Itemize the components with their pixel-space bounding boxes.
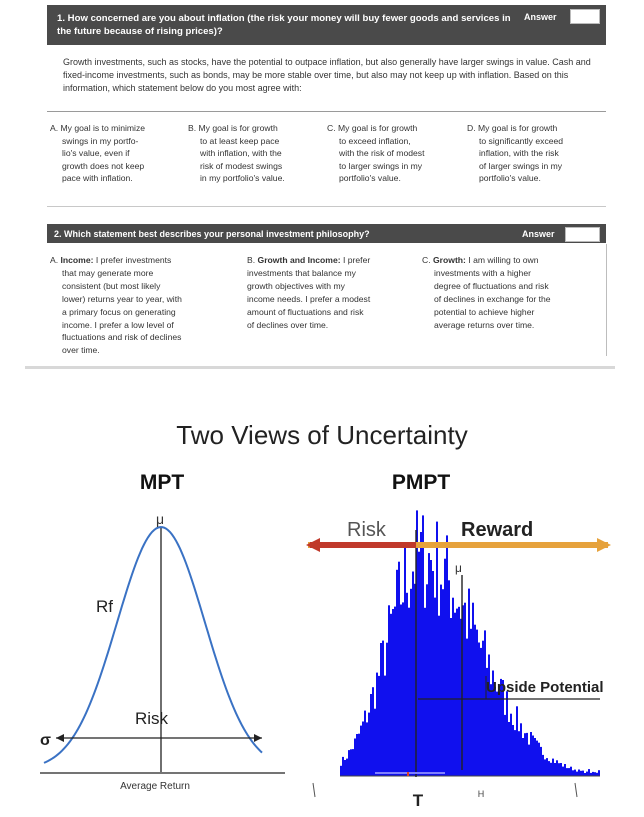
question-1-answer-box[interactable] (570, 9, 600, 24)
histogram-bar (514, 730, 516, 776)
option-letter: A. (50, 123, 59, 133)
histogram-bar (478, 643, 480, 777)
question-2-answer-label: Answer (522, 229, 555, 239)
option-text-first: My goal is to minimize (60, 123, 146, 133)
histogram-bar (380, 643, 382, 776)
histogram-bar (408, 608, 410, 776)
histogram-bar (366, 722, 368, 776)
histogram-bar (496, 692, 498, 776)
question-2-option-a[interactable] (50, 254, 230, 357)
option-heading: Income: (60, 255, 94, 265)
option-text: of larger swings in my (479, 160, 563, 171)
option-heading: Growth: (432, 255, 466, 265)
histogram-bar (388, 605, 390, 776)
option-letter: B. (188, 123, 197, 133)
histogram-bar (456, 609, 458, 776)
histogram-bar (372, 687, 374, 776)
histogram-bar (424, 608, 426, 776)
histogram-bar (506, 691, 508, 776)
histogram-bar (464, 603, 466, 776)
histogram-bar (344, 760, 346, 776)
option-text: to exceed inflation, (339, 135, 411, 146)
option-heading: Growth and Income: (257, 255, 341, 265)
histogram-bar (468, 589, 470, 776)
histogram-bar (434, 598, 436, 776)
histogram-bar (508, 722, 510, 776)
question-2-option-c[interactable] (422, 254, 602, 331)
histogram-bar (494, 687, 496, 776)
pmpt-panel (306, 510, 611, 810)
arrow-left-icon (306, 538, 320, 552)
option-text: amount of fluctuations and risk (247, 306, 364, 317)
histogram-bar (576, 772, 578, 776)
histogram-bar (386, 643, 388, 776)
histogram-bar (538, 743, 540, 776)
histogram-bar (598, 770, 600, 776)
histogram-bar (578, 770, 580, 777)
histogram-bar (510, 714, 512, 776)
histogram-bar (400, 605, 402, 777)
histogram-bar (522, 738, 524, 776)
histogram-bar (534, 738, 536, 776)
histogram-bar (564, 764, 566, 776)
histogram-bar (544, 759, 546, 776)
histogram-bar (442, 589, 444, 776)
histogram-bar (518, 731, 520, 776)
option-letter: C. (422, 255, 431, 265)
option-text-first: My goal is for growth (337, 123, 418, 133)
histogram-bar (532, 736, 534, 777)
option-text-first: I prefer investments (95, 255, 172, 265)
histogram-bar (528, 745, 530, 776)
option-text: portfolio's value. (479, 173, 541, 184)
option-text: income needs. I prefer a modest (247, 293, 371, 304)
histogram-bar (550, 763, 552, 776)
histogram-bar (340, 766, 342, 776)
option-text: portfolio's value. (339, 173, 401, 184)
option-text: with inflation, with the (200, 148, 282, 159)
option-text: lio's value, even if (62, 148, 130, 159)
option-text: average returns over time. (434, 319, 535, 330)
histogram-bar (362, 722, 364, 777)
histogram-bar (470, 629, 472, 776)
option-text: inflation, with the risk (479, 148, 559, 159)
question-1-intro: Growth investments, such as stocks, have the potential to outpace inflation, but also generally have larger swings in value. Cash and fixed-income investments, such as bonds, may be more stable over time, but also may not keep up with inflation. Based on this information, which statement below do you most agree with: (63, 57, 591, 93)
question-1-option-a[interactable] (50, 122, 182, 185)
histogram-bar (536, 741, 538, 776)
histogram-bar (546, 758, 548, 776)
histogram-bar (452, 598, 454, 776)
histogram-bar (382, 641, 384, 776)
option-text: to significantly exceed (479, 135, 564, 146)
option-text: to at least keep pace (200, 135, 280, 146)
histogram-bar (374, 709, 376, 776)
histogram-bar (548, 761, 550, 776)
reward-label: Reward (461, 519, 534, 541)
histogram-bar (430, 560, 432, 776)
option-text-first: My goal is for growth (198, 123, 278, 133)
option-text: income. I prefer a low level of (62, 319, 174, 330)
histogram-bar (410, 589, 412, 776)
option-text: in my portfolio's value. (200, 173, 285, 184)
option-letter: D. (467, 123, 476, 133)
histogram-bar (530, 732, 532, 776)
pmpt-heading: PMPT (391, 471, 451, 494)
histogram-bar (542, 755, 544, 776)
histogram-bar (588, 769, 590, 776)
histogram-bar (346, 759, 348, 776)
histogram-bar (364, 711, 366, 776)
histogram-bar (384, 676, 386, 776)
histogram-bar (398, 562, 400, 776)
histogram-bar (498, 693, 500, 776)
histogram-bar (554, 763, 556, 776)
histogram-bar (376, 673, 378, 776)
histogram-bar (422, 515, 424, 776)
histogram-bar (420, 532, 422, 776)
option-text: swings in my portfo- (62, 135, 139, 146)
histogram-bar (370, 694, 372, 776)
histogram-bar (594, 772, 596, 776)
histogram-bar (560, 763, 562, 776)
histogram-bar (572, 770, 574, 776)
option-text: fluctuations and risk of declines (62, 332, 182, 343)
histogram-bar (540, 747, 542, 776)
histogram-bar (406, 593, 408, 776)
option-text: to larger swings in my (339, 160, 423, 171)
histogram-bar (580, 771, 582, 776)
histogram-bar (360, 726, 362, 776)
histogram-bar (488, 655, 490, 777)
option-text: lower) returns year to year, with (62, 293, 182, 304)
histogram-bar (450, 618, 452, 776)
histogram-bar (474, 625, 476, 776)
histogram-bar (412, 572, 414, 777)
option-text: degree of fluctuations and risk (434, 280, 549, 291)
option-text: consistent (but most likely (62, 280, 161, 291)
target-label: T (412, 791, 424, 810)
histogram-bar (426, 584, 428, 776)
rf-label: Rf (96, 597, 113, 616)
option-text: growth objectives with my (247, 280, 345, 291)
histogram-bar (466, 639, 468, 776)
option-text: with the risk of modest (339, 148, 425, 159)
mu-label: μ (156, 511, 165, 527)
histogram-bar (582, 771, 584, 776)
histogram-bar (404, 547, 406, 776)
histogram-bar (512, 725, 514, 776)
uncertainty-figure (0, 385, 644, 817)
option-text: that may generate more (62, 267, 154, 278)
question-1-title: 1. How concerned are you about inflation (the risk your money will buy fewer goods and services in the future because of rising prices)? (57, 13, 511, 37)
mpt-panel (40, 511, 285, 792)
histogram-bar (484, 630, 486, 776)
option-text: a primary focus on generating (62, 306, 176, 317)
histogram-bar (516, 706, 518, 776)
histogram-bar (432, 571, 434, 776)
histogram-bar (490, 684, 492, 776)
histogram-bar (418, 552, 420, 776)
histogram-bar (472, 603, 474, 776)
mpt-heading: MPT (139, 471, 185, 494)
divider (47, 111, 606, 112)
histogram-bar (562, 767, 564, 776)
histogram-bar (348, 750, 350, 776)
histogram-bar (368, 713, 370, 776)
arrow-left-icon (56, 734, 64, 742)
option-text: investments that balance my (247, 267, 356, 278)
histogram-bar (526, 733, 528, 776)
axis-tick (575, 783, 577, 797)
histogram-bar (568, 768, 570, 776)
question-1-option-d[interactable] (467, 122, 602, 185)
option-letter: A. (50, 255, 59, 265)
divider (47, 206, 606, 207)
histogram-bar (524, 733, 526, 776)
arrow-right-icon (597, 538, 611, 552)
histogram-bar (552, 759, 554, 776)
histogram-bar (480, 648, 482, 776)
question-2-answer-box[interactable] (565, 227, 600, 242)
histogram-bar (440, 585, 442, 776)
option-text: pace with inflation. (62, 173, 133, 184)
histogram-bar (390, 614, 392, 776)
histogram-bar (570, 767, 572, 776)
histogram-bar (342, 757, 344, 776)
histogram-bar (592, 772, 594, 776)
histogram-bar (396, 570, 398, 776)
histogram-bar (458, 607, 460, 776)
option-letter: B. (247, 255, 256, 265)
risk-label: Risk (347, 519, 386, 541)
border (606, 244, 607, 356)
histogram-bar (446, 535, 448, 776)
option-text: potential to achieve higher (434, 306, 535, 317)
histogram-bar (428, 553, 430, 776)
histogram-bar (356, 734, 358, 776)
histogram-bar (586, 772, 588, 776)
question-2-option-b[interactable] (247, 254, 417, 331)
histogram-bar (448, 580, 450, 776)
arrow-right-icon (254, 734, 262, 742)
histogram-bar (574, 770, 576, 776)
figure-title: Two Views of Uncertainty (176, 420, 468, 450)
histogram-bar (392, 609, 394, 776)
option-text-first: I prefer (342, 255, 371, 265)
risk-label: Risk (135, 709, 169, 728)
question-1-option-c[interactable] (327, 122, 462, 185)
histogram-bar (378, 676, 380, 776)
target-band (375, 772, 445, 774)
x-axis-label: Average Return (120, 781, 190, 792)
histogram-bar (482, 641, 484, 776)
sigma-label: σ (40, 732, 51, 749)
histogram-bar (556, 760, 558, 776)
histogram-bar (358, 734, 360, 776)
histogram-bar (402, 602, 404, 776)
histogram-bar (454, 613, 456, 776)
histogram-bar (566, 768, 568, 776)
divider (25, 366, 615, 369)
histogram-bar (504, 715, 506, 776)
upside-potential-label: Upside Potential (486, 679, 604, 696)
h-label: H (477, 789, 485, 799)
question-2-title: 2. Which statement best describes your personal investment philosophy? (54, 229, 370, 239)
axis-tick (313, 783, 315, 797)
question-1-option-b[interactable] (188, 122, 320, 185)
option-letter: C. (327, 123, 336, 133)
histogram-bar (476, 630, 478, 776)
option-text-first: I am willing to own (468, 255, 539, 265)
option-text: over time. (62, 345, 100, 356)
histogram-bar (444, 559, 446, 776)
histogram-bar (558, 763, 560, 776)
histogram-bar (354, 739, 356, 777)
mu-label: μ (455, 561, 462, 575)
return-histogram (340, 510, 600, 776)
histogram-bar (352, 749, 354, 776)
histogram-bar (438, 616, 440, 776)
histogram-bar (520, 723, 522, 776)
option-text: investments with a higher (434, 267, 531, 278)
option-text: growth does not keep (62, 160, 145, 171)
option-text: of declines over time. (247, 319, 329, 330)
histogram-bar (394, 607, 396, 776)
option-text-first: My goal is for growth (477, 123, 558, 133)
option-text: of declines in exchange for the (434, 293, 551, 304)
histogram-bar (436, 522, 438, 776)
histogram-bar (350, 749, 352, 776)
question-1-answer-label: Answer (524, 12, 557, 22)
option-text: risk of modest swings (200, 160, 283, 171)
